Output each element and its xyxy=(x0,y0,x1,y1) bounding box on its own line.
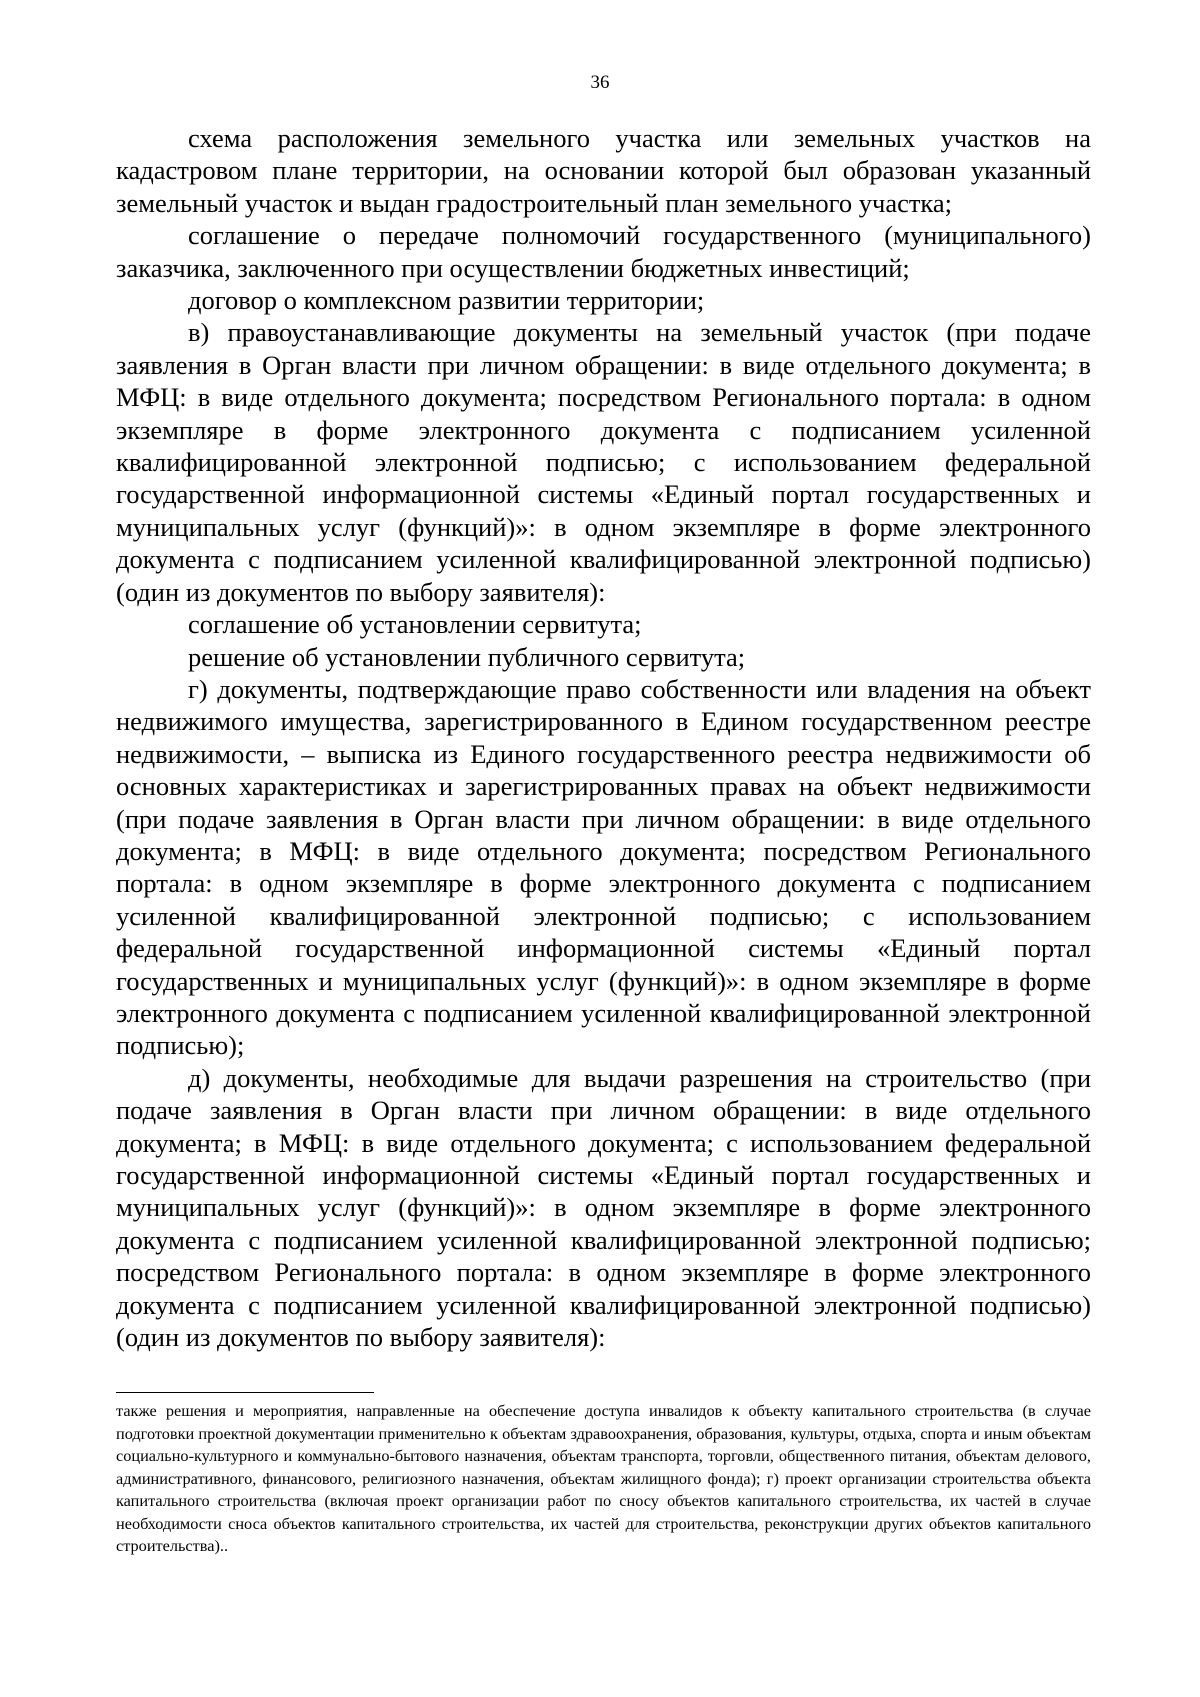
document-body xyxy=(116,122,1091,1353)
paragraph-agreement-powers: соглашение о передаче полномочий государственного (муниципального) заказчика, заключенного при осуществлении бюджетных инвестиций; xyxy=(116,220,1091,283)
paragraph-item-g: г) документы, подтверждающие право собственности или владения на объект недвижимого имущества, зарегистрированного в Едином государственном реестре недвижимости, – выписка из Единого государственного реестра недвижимости об основных характеристиках и зарегистрированных правах на объект недвижимости (при подаче заявления в Орган власти при личном обращении: в виде отдельного документа; в МФЦ: в виде отдельного документа; посредством Регионального портала: в одном экземпляре в форме электронного документа с подписанием усиленной квалифицированной электронной подписью; с использованием федеральной государственной информационной системы «Единый портал государственных и муниципальных услуг (функций)»: в одном экземпляре в форме электронного документа с подписанием усиленной квалифицированной электронной подписью); xyxy=(116,673,1091,1061)
footnote xyxy=(116,1400,1091,1558)
paragraph-item-v: в) правоустанавливающие документы на земельный участок (при подаче заявления в Орган власти при личном обращении: в виде отдельного документа; в МФЦ: в виде отдельного документа; посредством Регионального портала: в одном экземпляре в форме электронного документа с подписанием усиленной квалифицированной электронной подписью; с использованием федеральной государственной информационной системы «Единый портал государственных и муниципальных услуг (функций)»: в одном экземпляре в форме электронного документа с подписанием усиленной квалифицированной электронной подписью) (один из документов по выбору заявителя): xyxy=(116,317,1091,607)
paragraph-land-scheme: схема расположения земельного участка или земельных участков на кадастровом плане территории, на основании которой был образован указанный земельный участок и выдан градостроительный план земельного участка; xyxy=(116,123,1091,218)
paragraph-public-servitude: решение об установлении публичного сервитута; xyxy=(188,641,746,672)
footnote-text: также решения и мероприятия, направленные на обеспечение доступа инвалидов к объекту капитального строительства (в случае подготовки проектной документации применительно к объектам здравоохранения, образования, культуры, отдыха, спорта и иным объектам социально-культурного и коммунально-бытового назначения, объектам транспорта, торговли, общественного питания, объектам делового, административного, финансового, религиозного назначения, объектам жилищного фонда); г) проект организации строительства объекта капитального строительства (включая проект организации работ по сносу объектов капитального строительства, их частей в случае необходимости сноса объектов капитального строительства, их частей для строительства, реконструкции других объектов капитального строительства).. xyxy=(116,1401,1091,1555)
paragraph-servitude-agreement: соглашение об установлении сервитута; xyxy=(188,609,642,640)
paragraph-item-d: д) документы, необходимые для выдачи разрешения на строительство (при подаче заявления в Орган власти при личном обращении: в виде отдельного документа; в МФЦ: в виде отдельного документа; с использованием федеральной государственной информационной системы «Единый портал государственных и муниципальных услуг (функций)»: в одном экземпляре в форме электронного документа с подписанием усиленной квалифицированной электронной подписью; посредством Регионального портала: в одном экземпляре в форме электронного документа с подписанием усиленной квалифицированной электронной подписью) (один из документов по выбору заявителя): xyxy=(116,1062,1091,1353)
paragraph-territory-development: договор о комплексном развитии территории; xyxy=(188,285,705,316)
page-number: 36 xyxy=(590,72,610,93)
footnote-separator xyxy=(116,1392,374,1393)
